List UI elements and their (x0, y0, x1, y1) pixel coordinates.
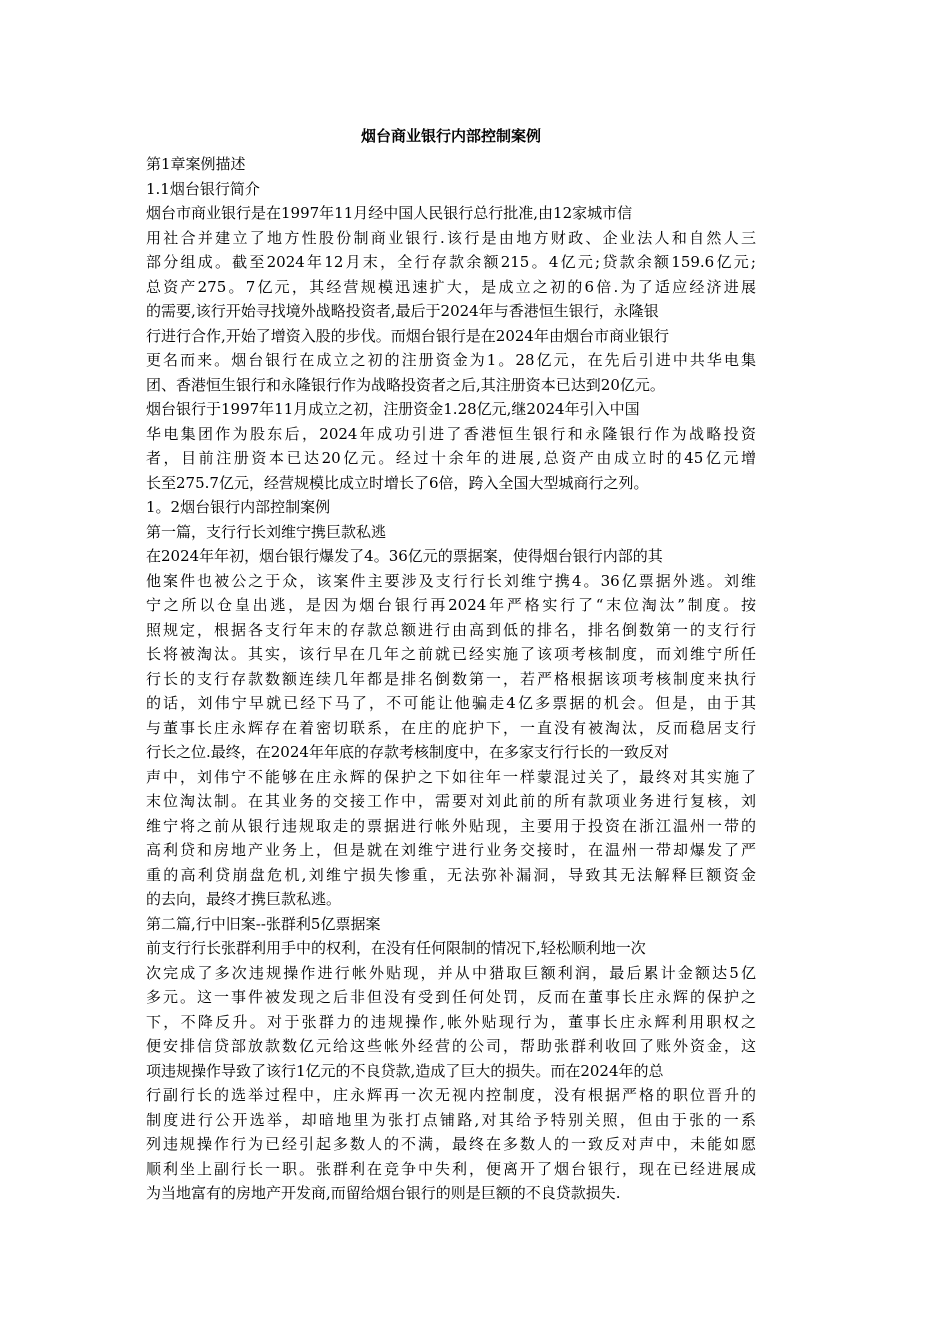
text-line: 的需要,该行开始寻找境外战略投资者,最后于2024年与香港恒生银行，永隆银 (146, 302, 659, 320)
text-line: 华电集团作为股东后，2024年成功引进了香港恒生银行和永隆银行作为战略投资 (146, 424, 756, 443)
text-line: 在2024年年初，烟台银行爆发了4。36亿元的票据案，使得烟台银行内部的其 (146, 547, 663, 565)
text-line: 长将被淘汰。其实，该行早在几年之前就已经实施了该项考核制度，而刘维宁所任 (146, 645, 756, 663)
text-line: 行副行长的选举过程中，庄永辉再一次无视内控制度，没有根据严格的职位晋升的 (146, 1086, 756, 1104)
text-line: 1.1烟台银行简介 (146, 179, 260, 198)
text-line: 为当地富有的房地产开发商,而留给烟台银行的则是巨额的不良贷款损失. (146, 1184, 621, 1202)
text-line: 的去向，最终才携巨款私逃。 (146, 890, 342, 908)
text-line: 多元。这一事件被发现之后非但没有受到任何处罚，反而在董事长庄永辉的保护之 (146, 988, 756, 1006)
text-line: 维宁将之前从银行违规取走的票据进行帐外贴现，主要用于投资在浙江温州一带的 (146, 816, 756, 835)
text-line: 宁之所以仓皇出逃，是因为烟台银行再2024年严格实行了“末位淘汰”制度。按 (146, 596, 756, 614)
text-line: 行长之位.最终，在2024年年底的存款考核制度中，在多家支行行长的一致反对 (146, 743, 669, 761)
text-line: 总资产275。7亿元，其经营规模迅速扩大，是成立之初的6倍.为了适应经济进展 (146, 277, 756, 296)
text-line: 行进行合作,开始了增资入股的步伐。而烟台银行是在2024年由烟台市商业银行 (146, 326, 669, 345)
text-line: 与董事长庄永辉存在着密切联系，在庄的庇护下，一直没有被淘汰，反而稳居支行 (146, 718, 756, 737)
text-line: 便安排信贷部放款数亿元给这些帐外经营的公司，帮助张群利收回了账外资金，这 (146, 1037, 756, 1055)
text-line: 他案件也被公之于众，该案件主要涉及支行行长刘维宁携4。36亿票据外逃。刘维 (146, 571, 756, 590)
document-title: 烟台商业银行内部控制案例 (360, 127, 541, 145)
text-line: 末位淘汰制。在其业务的交接工作中，需要对刘此前的所有款项业务进行复核，刘 (146, 792, 756, 810)
text-line: 用社合并建立了地方性股份制商业银行.该行是由地方财政、企业法人和自然人三 (146, 228, 756, 247)
text-line: 重的高利贷崩盘危机,刘维宁损失惨重，无法弥补漏洞，导致其无法解释巨额资金 (146, 865, 756, 884)
text-line: 者，目前注册资本已达20亿元。经过十余年的进展,总资产由成立时的45亿元增 (146, 449, 756, 467)
text-line: 顺利坐上副行长一职。张群利在竞争中失利，便离开了烟台银行，现在已经进展成 (146, 1159, 756, 1178)
text-line: 项违规操作导致了该行1亿元的不良贷款,造成了巨大的损失。而在2024年的总 (146, 1061, 664, 1080)
text-line: 烟台市商业银行是在1997年11月经中国人民银行总行批准,由12家城市信 (146, 204, 633, 222)
document-body (146, 124, 756, 1206)
text-line: 第二篇,行中旧案--张群利5亿票据案 (146, 914, 381, 933)
text-line: 声中，刘伟宁不能够在庄永辉的保护之下如往年一样蒙混过关了，最终对其实施了 (146, 767, 756, 786)
text-line: 更名而来。烟台银行在成立之初的注册资金为1。28亿元，在先后引进中共华电集 (146, 351, 756, 369)
text-line: 长至275.7亿元，经营规模比成立时增长了6倍，跨入全国大型城商行之列。 (146, 473, 649, 492)
document-text (146, 152, 756, 1206)
text-line: 烟台银行于1997年11月成立之初，注册资金1.28亿元,继2024年引入中国 (146, 400, 640, 418)
text-line: 前支行行长张群利用手中的权利，在没有任何限制的情况下,轻松顺利地一次 (146, 939, 646, 957)
text-line: 照规定，根据各支行年末的存款总额进行由高到低的排名，排名倒数第一的支行行 (146, 620, 756, 639)
text-line: 下，不降反升。对于张群力的违规操作,帐外贴现行为，董事长庄永辉利用职权之 (146, 1012, 756, 1031)
text-line: 第1章案例描述 (146, 155, 246, 173)
text-line: 高利贷和房地产业务上，但是就在刘维宁进行业务交接时，在温州一带却爆发了严 (146, 841, 756, 859)
text-line: 团、香港恒生银行和永隆银行作为战略投资者之后,其注册资本已达到20亿元。 (146, 375, 665, 394)
text-line: 行长的支行存款数额连续几年都是排名倒数第一，若严格根据该项考核制度来执行 (146, 669, 756, 688)
text-line: 次完成了多次违规操作进行帐外贴现，并从中猎取巨额利润，最后累计金额达5亿 (146, 963, 756, 982)
text-line: 1。2烟台银行内部控制案例 (146, 498, 331, 516)
text-line: 部分组成。截至2024年12月末，全行存款余额215。4亿元;贷款余额159.6亿元; (146, 253, 756, 271)
text-line: 制度进行公开选举，却暗地里为张打点铺路,对其给予特别关照，但由于张的一系 (146, 1110, 756, 1129)
text-line: 的话，刘伟宁早就已经下马了，不可能让他骗走4亿多票据的机会。但是，由于其 (146, 694, 756, 712)
text-line: 第一篇，支行行长刘维宁携巨款私逃 (146, 522, 387, 541)
text-line: 列违规操作行为已经引起多数人的不满，最终在多数人的一致反对声中，未能如愿 (146, 1135, 756, 1153)
